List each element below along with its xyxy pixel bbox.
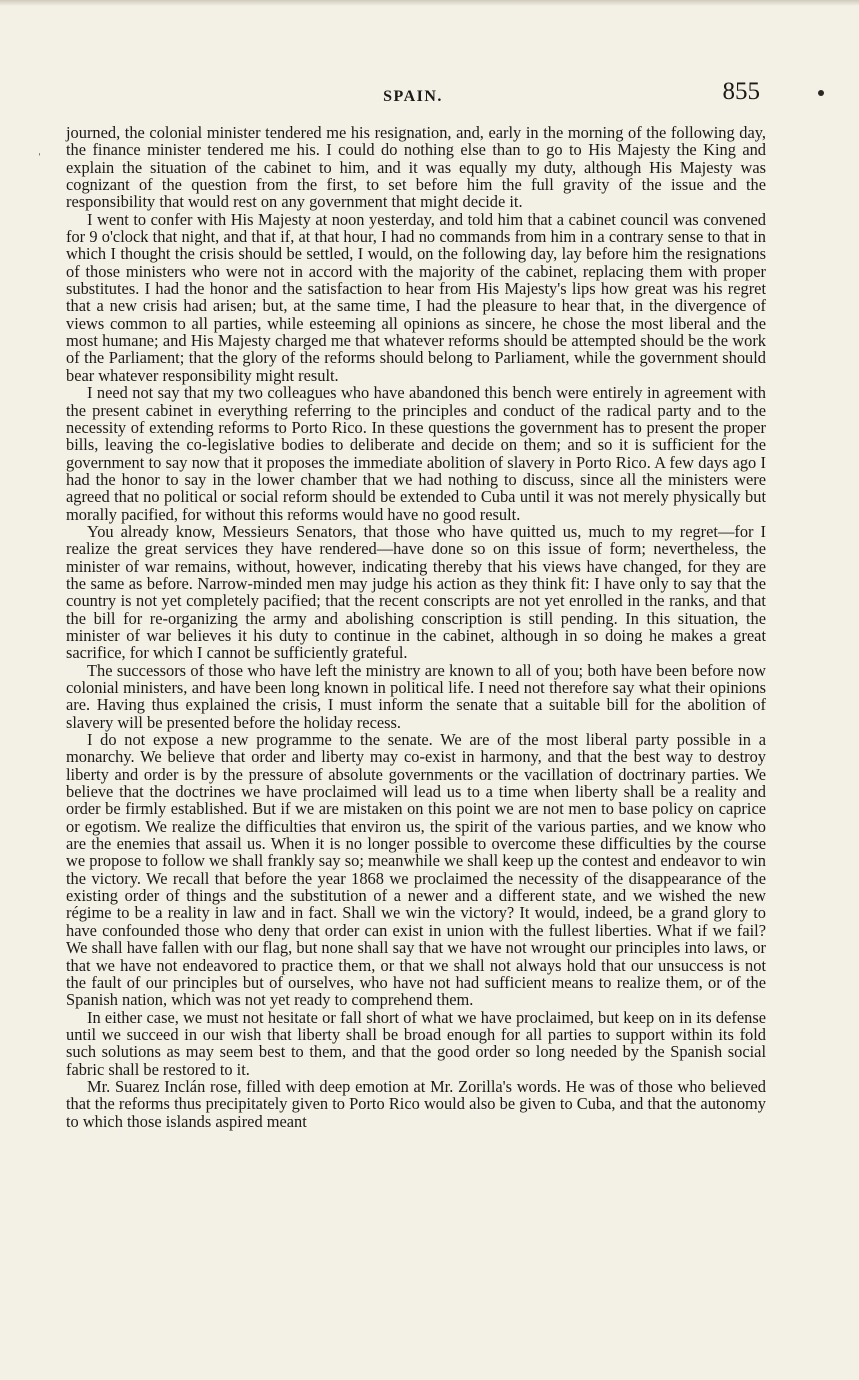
running-title: SPAIN. xyxy=(383,88,443,105)
page-number: 855 xyxy=(722,78,760,105)
body-text xyxy=(66,124,766,1130)
paragraph: I do not expose a new programme to the senate. We are of the most liberal party possible in a monarchy. We believe that order and liberty may co-exist in harmony, and that the best way to destroy liberty and order is by the pressure of absolute governments or the vacillation of doctrinary parties. We believe that the doctrines we have proclaimed will lead us to a time when liberty shall be a reality and order be firmly established. But if we are mistaken on this point we are not men to base policy on caprice or egotism. We realize the difficulties that environ us, the spirit of the various parties, and we know who are the enemies that assail us. When it is no longer possible to overcome these difficulties by the course we propose to follow we shall frankly say so; meanwhile we shall keep up the contest and endeavor to win the victory. We recall that before the year 1868 we proclaimed the necessity of the disappearance of the existing order of things and the substitution of a newer and a different state, and we wished the new régime to be a reality in law and in fact. Shall we win the victory? It would, indeed, be a grand glory to have confounded those who deny that order can exist in union with the fullest liberties. What if we fail? We shall have fallen with our flag, but none shall say that we have not wrought our principles into laws, or that we have not endeavored to practice them, or that we shall not always hold that our unsuccess is not the fault of our principles but of ourselves, who have not had sufficient means to realize them, or of the Spanish nation, which was not yet ready to comprehend them. xyxy=(66,730,766,1010)
left-margin-mark: ˌ xyxy=(38,146,41,157)
paragraph: I need not say that my two colleagues who have abandoned this bench were entirely in agreement with the present cabinet in everything referring to the principles and conduct of the radical party and to the necessity of extending reforms to Porto Rico. In these questions the government has to present the proper bills, leaving the co-legislative bodies to deliberate and decide on them; and so it is sufficient for the government to say now that it proposes the immediate abolition of slavery in Porto Rico. A few days ago I had the honor to say in the lower chamber that we had nothing to discuss, since all the ministers were agreed that no political or social reform should be extended to Cuba until it was not merely physically but morally pacified, for without this reforms would have no good result. xyxy=(66,383,766,524)
paragraph: journed, the colonial minister tendered me his resignation, and, early in the morning of the following day, the finance minister tendered me his. I could do nothing else than to go to His Majesty the King and explain the situation of the cabinet to him, and it was equally my duty, although His Majesty was cognizant of the question from the first, to set before him the full gravity of the issue and the responsibility that would rest on any government that might decide it. xyxy=(66,123,766,212)
paragraph: You already know, Messieurs Senators, that those who have quitted us, much to my regret—for I realize the great services they have rendered—have done so on this issue of form; nevertheless, the minister of war remains, without, however, indicating thereby that his views have changed, for they are the same as before. Narrow-minded men may judge his action as they think fit: I have only to say that the country is not yet completely pacified; that the recent conscripts are not yet enrolled in the ranks, and that the bill for re-organizing the army and abolishing conscription is still pending. In this situation, the minister of war believes it his duty to continue in the cabinet, although in so doing he makes a great sacrifice, for which I cannot be sufficiently grateful. xyxy=(66,521,766,663)
paragraph: Mr. Suarez Inclán rose, filled with deep emotion at Mr. Zorilla's words. He was of those who believed that the reforms thus precipitately given to Porto Rico would also be given to Cuba, and that the autonomy to which those islands aspired meant xyxy=(66,1076,766,1131)
margin-dot xyxy=(818,90,824,96)
paragraph: In either case, we must not hesitate or fall short of what we have proclaimed, but keep on in its defense until we succeed in our wish that liberty shall be broad enough for all parties to support within its fold such solutions as may seem best to them, and that the good order so long needed by the Spanish social fabric shall be restored to it. xyxy=(66,1007,766,1079)
paragraph: The successors of those who have left the ministry are known to all of you; both have been before now colonial ministers, and have been long known in political life. I need not therefore say what their opinions are. Having thus explained the crisis, I must inform the senate that a suitable bill for the abolition of slavery will be presented before the holiday recess. xyxy=(66,660,766,732)
page-top-edge xyxy=(0,0,859,6)
page-header xyxy=(66,78,760,114)
paragraph: I went to confer with His Majesty at noon yesterday, and told him that a cabinet council was convened for 9 o'clock that night, and that if, at that hour, I had no commands from him in a contrary sense to that in which I thought the crisis should be settled, I would, on the following day, lay before him the resignations of those ministers who were not in accord with the majority of the cabinet, replacing them with proper substitutes. I had the honor and the satisfaction to hear from His Majesty's lips how great was his regret that a new crisis had arisen; but, at the same time, I had the pleasure to hear that, in the divergence of views common to all parties, while esteeming all opinions as sincere, he chose the most liberal and the most humane; and His Majesty charged me that whatever reforms should be attempted should be the work of the Parliament; that the glory of the reforms should belong to Parliament, while the government should bear whatever responsibility might result. xyxy=(66,209,766,385)
